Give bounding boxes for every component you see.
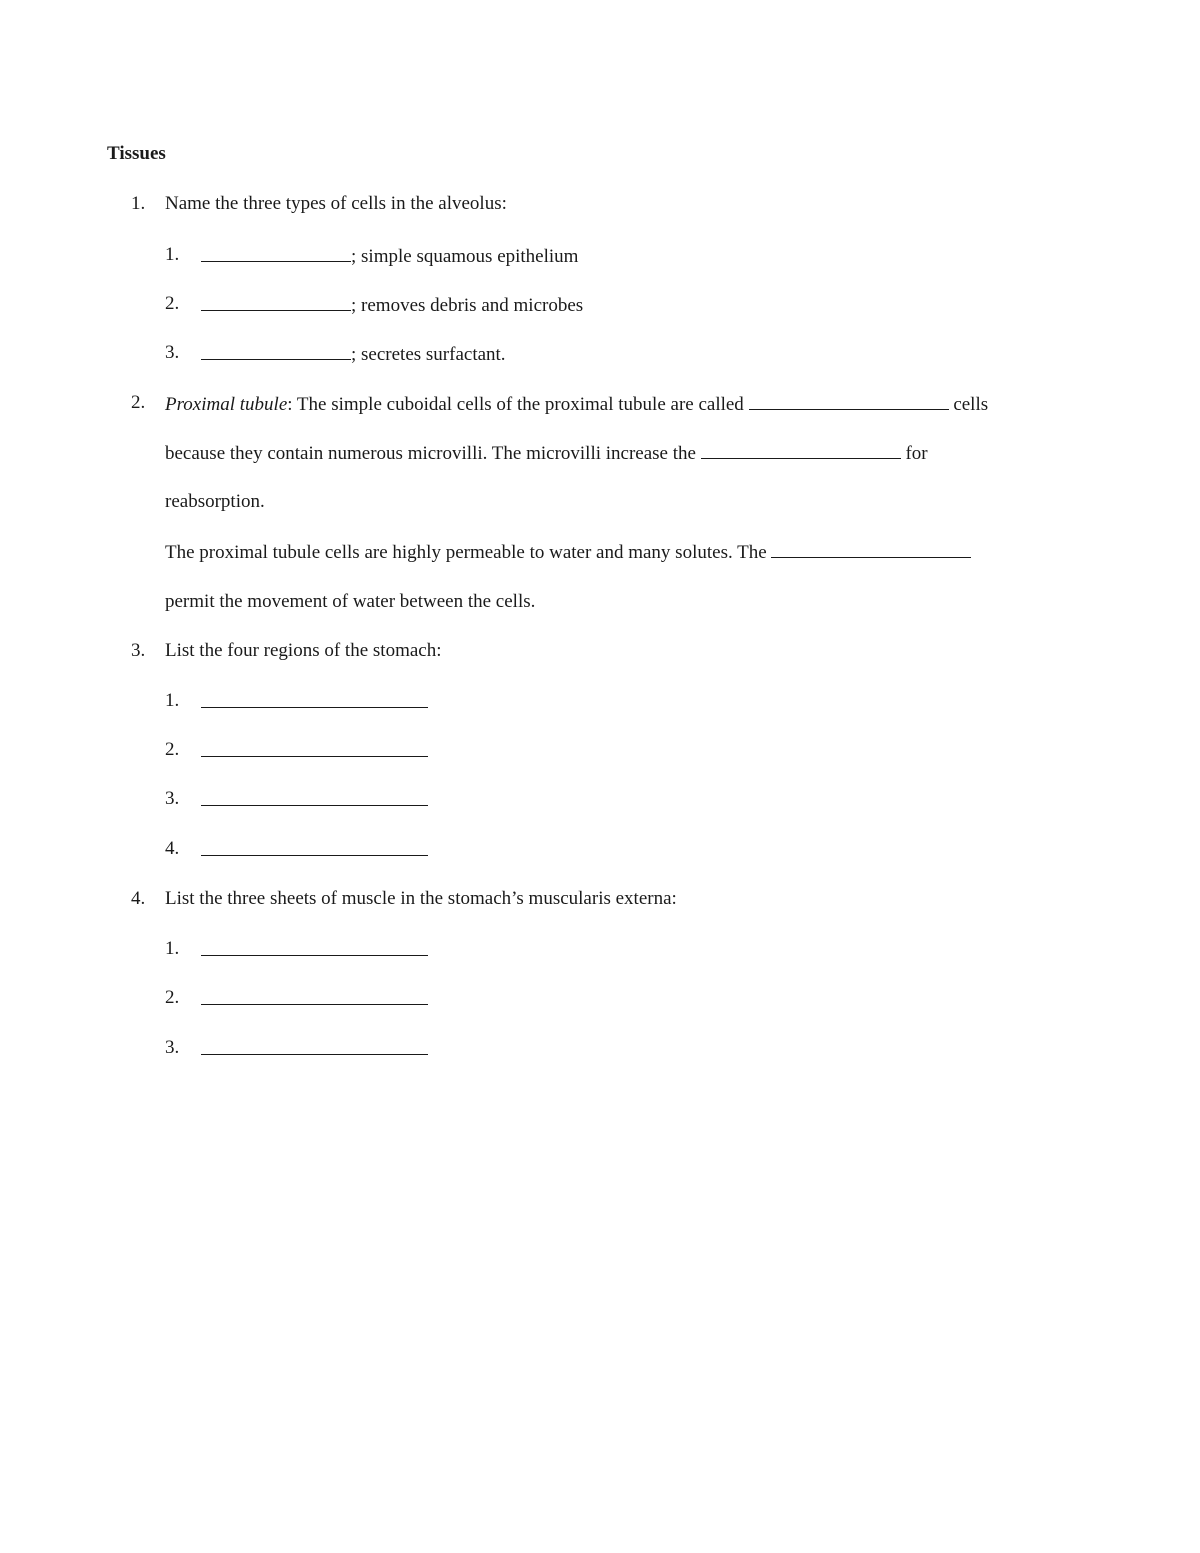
q1-item-1-number: 1.	[165, 244, 180, 265]
answer-blank[interactable]	[201, 292, 351, 311]
q2-line-4-a: The proximal tubule cells are highly permeable to water and many solutes. The	[165, 542, 772, 563]
q3-item-2	[201, 738, 428, 764]
answer-blank[interactable]	[749, 391, 949, 410]
q4-text: List the three sheets of muscle in the stomach’s muscularis externa:	[165, 888, 677, 909]
q2-number: 2.	[131, 392, 146, 413]
answer-blank[interactable]	[201, 689, 428, 708]
answer-blank[interactable]	[201, 986, 428, 1005]
q3-item-4-number: 4.	[165, 838, 180, 859]
q4-item-1	[201, 937, 428, 963]
q1-item-1	[201, 243, 578, 269]
q1-item-2-number: 2.	[165, 293, 180, 314]
answer-blank[interactable]	[201, 341, 351, 360]
q1-item-3-number: 3.	[165, 342, 180, 363]
q3-item-4	[201, 837, 428, 863]
q1-item-3	[201, 341, 506, 367]
answer-blank[interactable]	[201, 787, 428, 806]
q2-line-1-a: : The simple cuboidal cells of the proximal tubule are called	[287, 394, 749, 415]
q2-label: Proximal tubule	[165, 394, 288, 415]
q4-item-2	[201, 986, 428, 1012]
q2-line-2-a: because they contain numerous microvilli. The microvilli increase the	[165, 443, 701, 464]
q4-item-2-number: 2.	[165, 987, 180, 1008]
answer-blank[interactable]	[201, 1036, 428, 1055]
q4-item-3	[201, 1036, 428, 1062]
q3-item-2-number: 2.	[165, 739, 180, 760]
q3-text: List the four regions of the stomach:	[165, 640, 442, 661]
q2-line-2	[165, 440, 928, 466]
q2-line-3: reabsorption.	[165, 491, 265, 512]
q2-line-5: permit the movement of water between the cells.	[165, 591, 536, 612]
q2-line-4	[165, 539, 971, 565]
q1-item-2	[201, 292, 583, 318]
q3-item-1	[201, 689, 428, 715]
q2-line-1-b: cells	[948, 394, 989, 415]
q3-item-3	[201, 787, 428, 813]
q4-item-1-number: 1.	[165, 938, 180, 959]
q3-item-3-number: 3.	[165, 788, 180, 809]
q3-item-1-number: 1.	[165, 690, 180, 711]
q1-item-1-text: ; simple squamous epithelium	[351, 246, 579, 267]
answer-blank[interactable]	[201, 738, 428, 757]
answer-blank[interactable]	[201, 243, 351, 262]
answer-blank[interactable]	[201, 937, 428, 956]
q1-text: Name the three types of cells in the alveolus:	[165, 193, 507, 214]
answer-blank[interactable]	[701, 440, 901, 459]
q3-number: 3.	[131, 640, 146, 661]
q2-line-1	[165, 391, 988, 417]
q1-item-2-text: ; removes debris and microbes	[351, 295, 584, 316]
section-title: Tissues	[107, 143, 166, 164]
answer-blank[interactable]	[771, 539, 971, 558]
q4-number: 4.	[131, 888, 146, 909]
q1-item-3-text: ; secretes surfactant.	[351, 344, 506, 365]
q2-line-2-b: for	[900, 443, 928, 464]
answer-blank[interactable]	[201, 837, 428, 856]
q1-number: 1.	[131, 193, 146, 214]
q4-item-3-number: 3.	[165, 1037, 180, 1058]
